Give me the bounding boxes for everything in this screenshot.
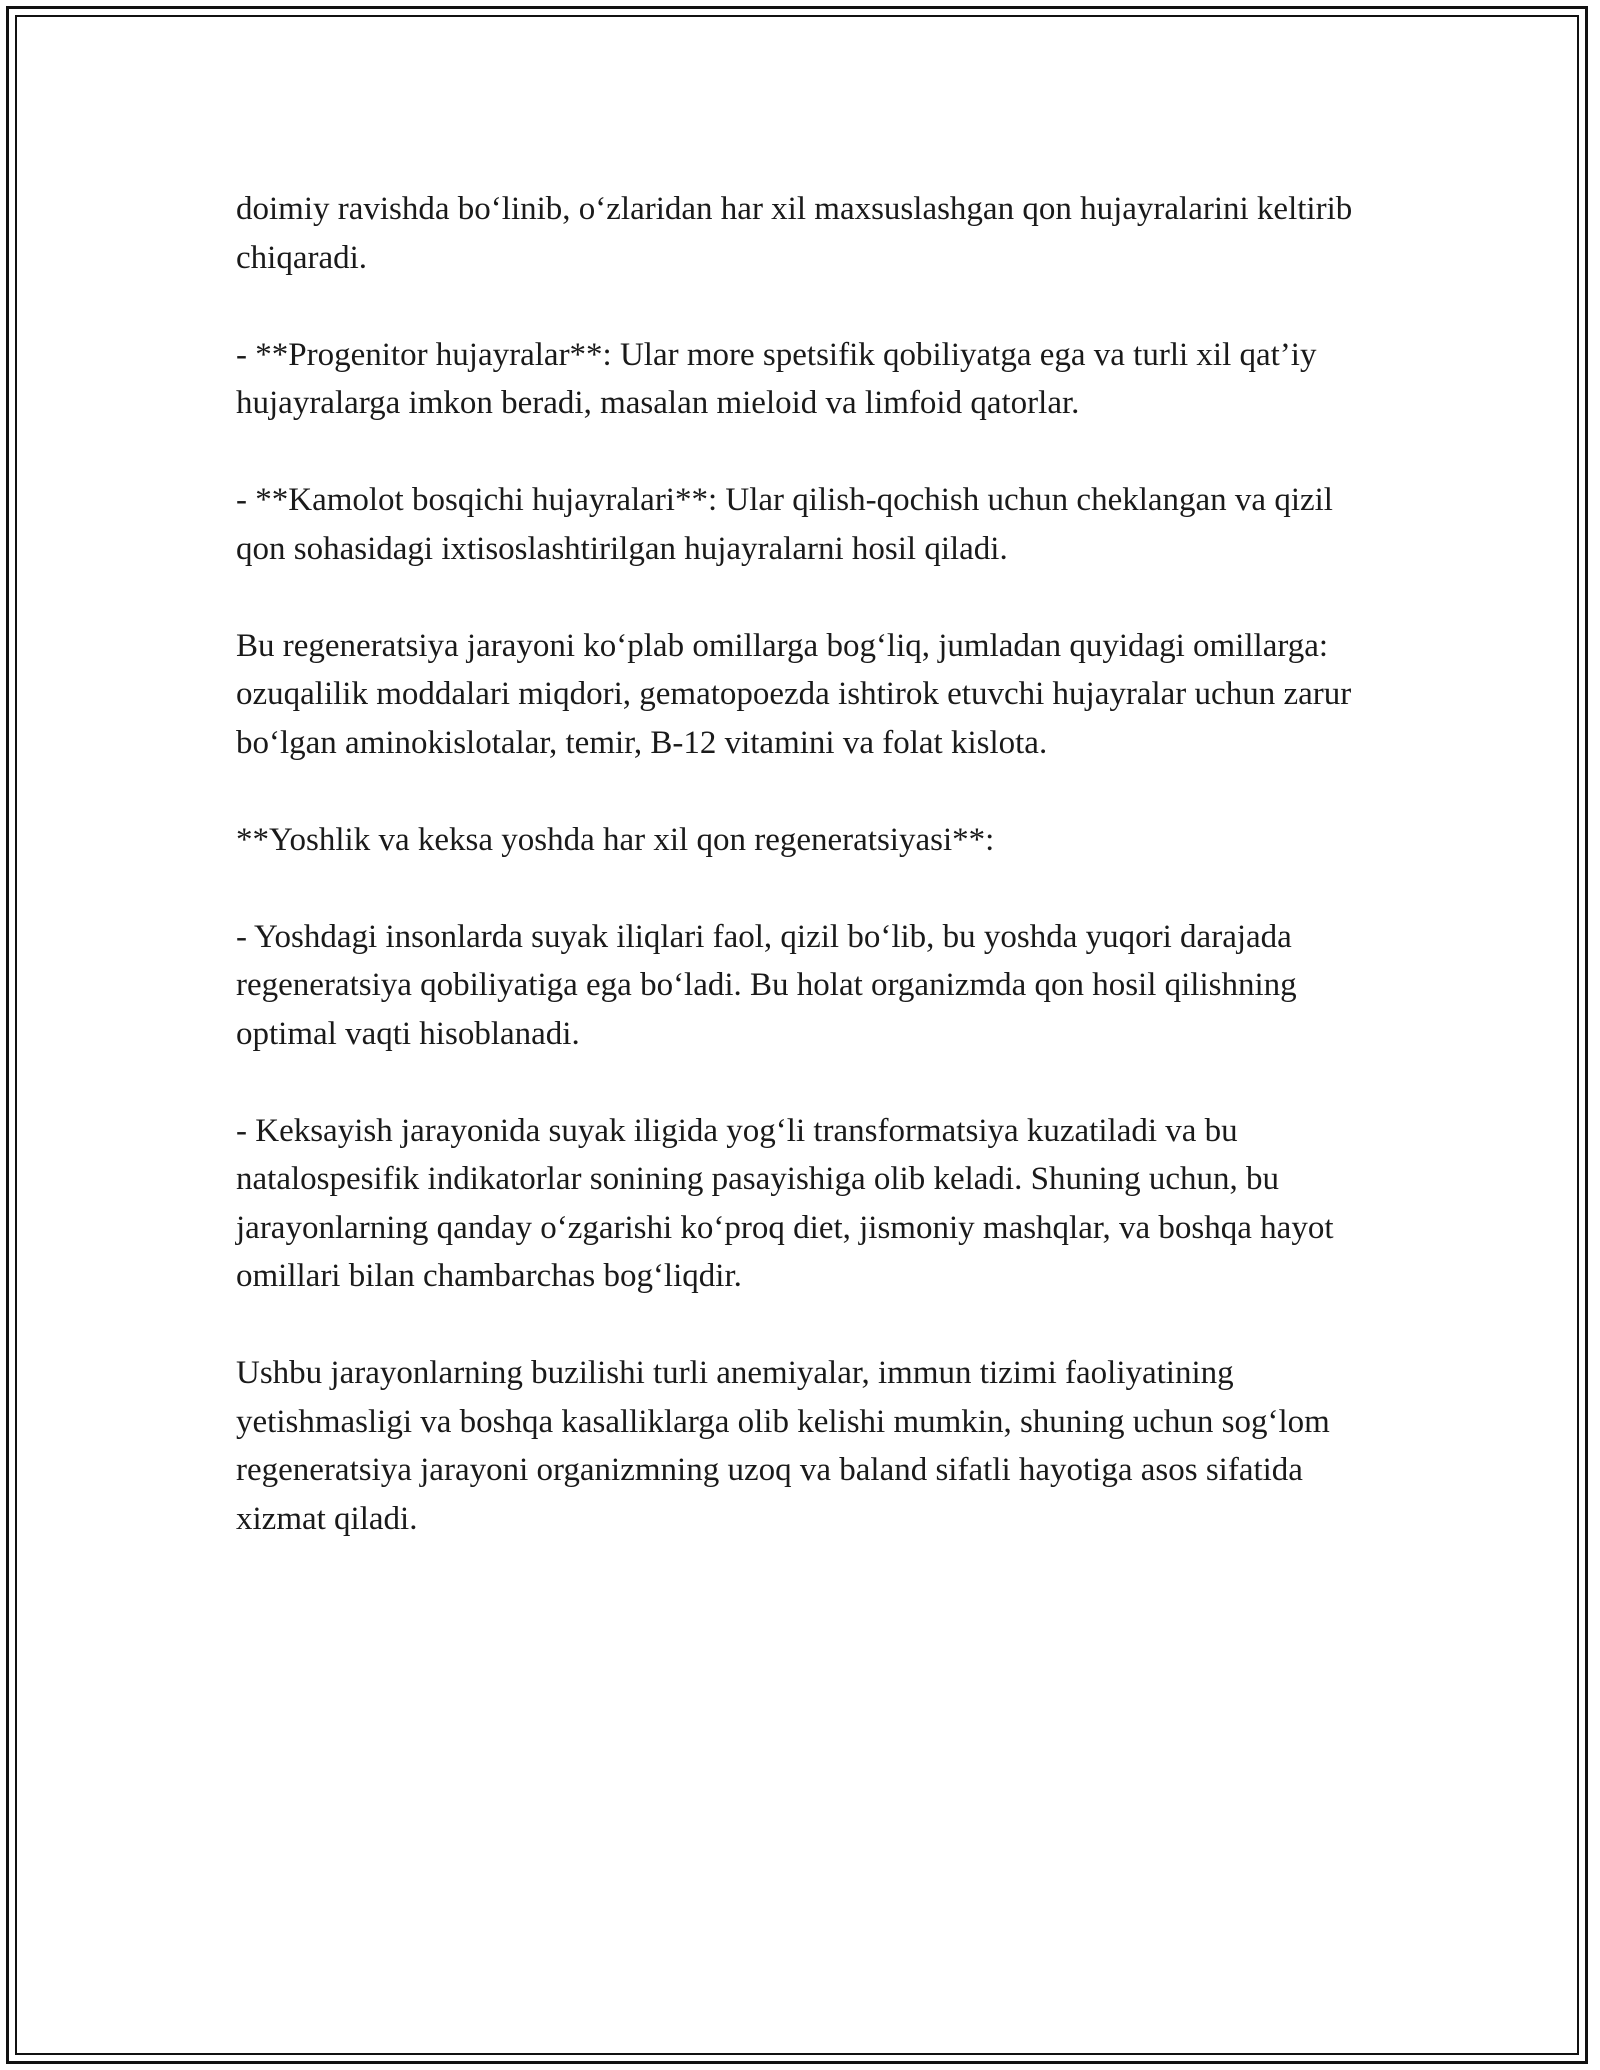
section-heading-age-regeneration: **Yoshlik va keksa yoshda har xil qon regeneratsiyasi**: (236, 821, 995, 858)
paragraph-progenitor-cells: - **Progenitor hujayralar**: Ular more spetsifik qobiliyatga ega va turli xil qat’iy hujayralarga imkon beradi, masalan mieloid va limfoid qatorlar. (236, 336, 1317, 421)
paragraph-regeneration-factors: Bu regeneratsiya jarayoni ko‘plab omillarga bog‘liq, jumladan quyidagi omillarga: ozuqalilik moddalari miqdori, gematopoezda ishtirok etuvchi hujayralar uchun zarur bo‘lgan aminokislotalar, temir, B-12 vitamini va folat kislota. (236, 627, 1352, 761)
paragraph-aging: - Keksayish jarayonida suyak iligida yog‘li transformatsiya kuzatiladi va bu natalospesifik indikatorlar sonining pasayishiga olib keladi. Shuning uchun, bu jarayonlarning qanday o‘zgarishi ko‘proq diet, jismoniy mashqlar, va boshqa hayot omillari bilan chambarchas bog‘liqdir. (236, 1112, 1334, 1294)
document-body (236, 185, 1386, 1592)
paragraph-young-age: - Yoshdagi insonlarda suyak iliqlari faol, qizil bo‘lib, bu yoshda yuqori darajada regeneratsiya qobiliyatiga ega bo‘ladi. Bu holat organizmda qon hosil qilishning optimal vaqti hisoblanadi. (236, 918, 1297, 1052)
paragraph-conclusion: Ushbu jarayonlarning buzilishi turli anemiyalar, immun tizimi faoliyatining yetishmasligi va boshqa kasalliklarga olib kelishi mumkin, shuning uchun sog‘lom regeneratsiya jarayoni organizmning uzoq va baland sifatli hayotiga asos sifatida xizmat qiladi. (236, 1355, 1330, 1537)
paragraph-1: doimiy ravishda bo‘linib, o‘zlaridan har xil maxsuslashgan qon hujayralarini keltirib chiqaradi. (236, 191, 1353, 276)
paragraph-maturation-cells: - **Kamolot bosqichi hujayralari**: Ular qilish-qochish uchun cheklangan va qizil qon sohasidagi ixtisoslashtirilgan hujayralarni hosil qiladi. (236, 482, 1333, 567)
